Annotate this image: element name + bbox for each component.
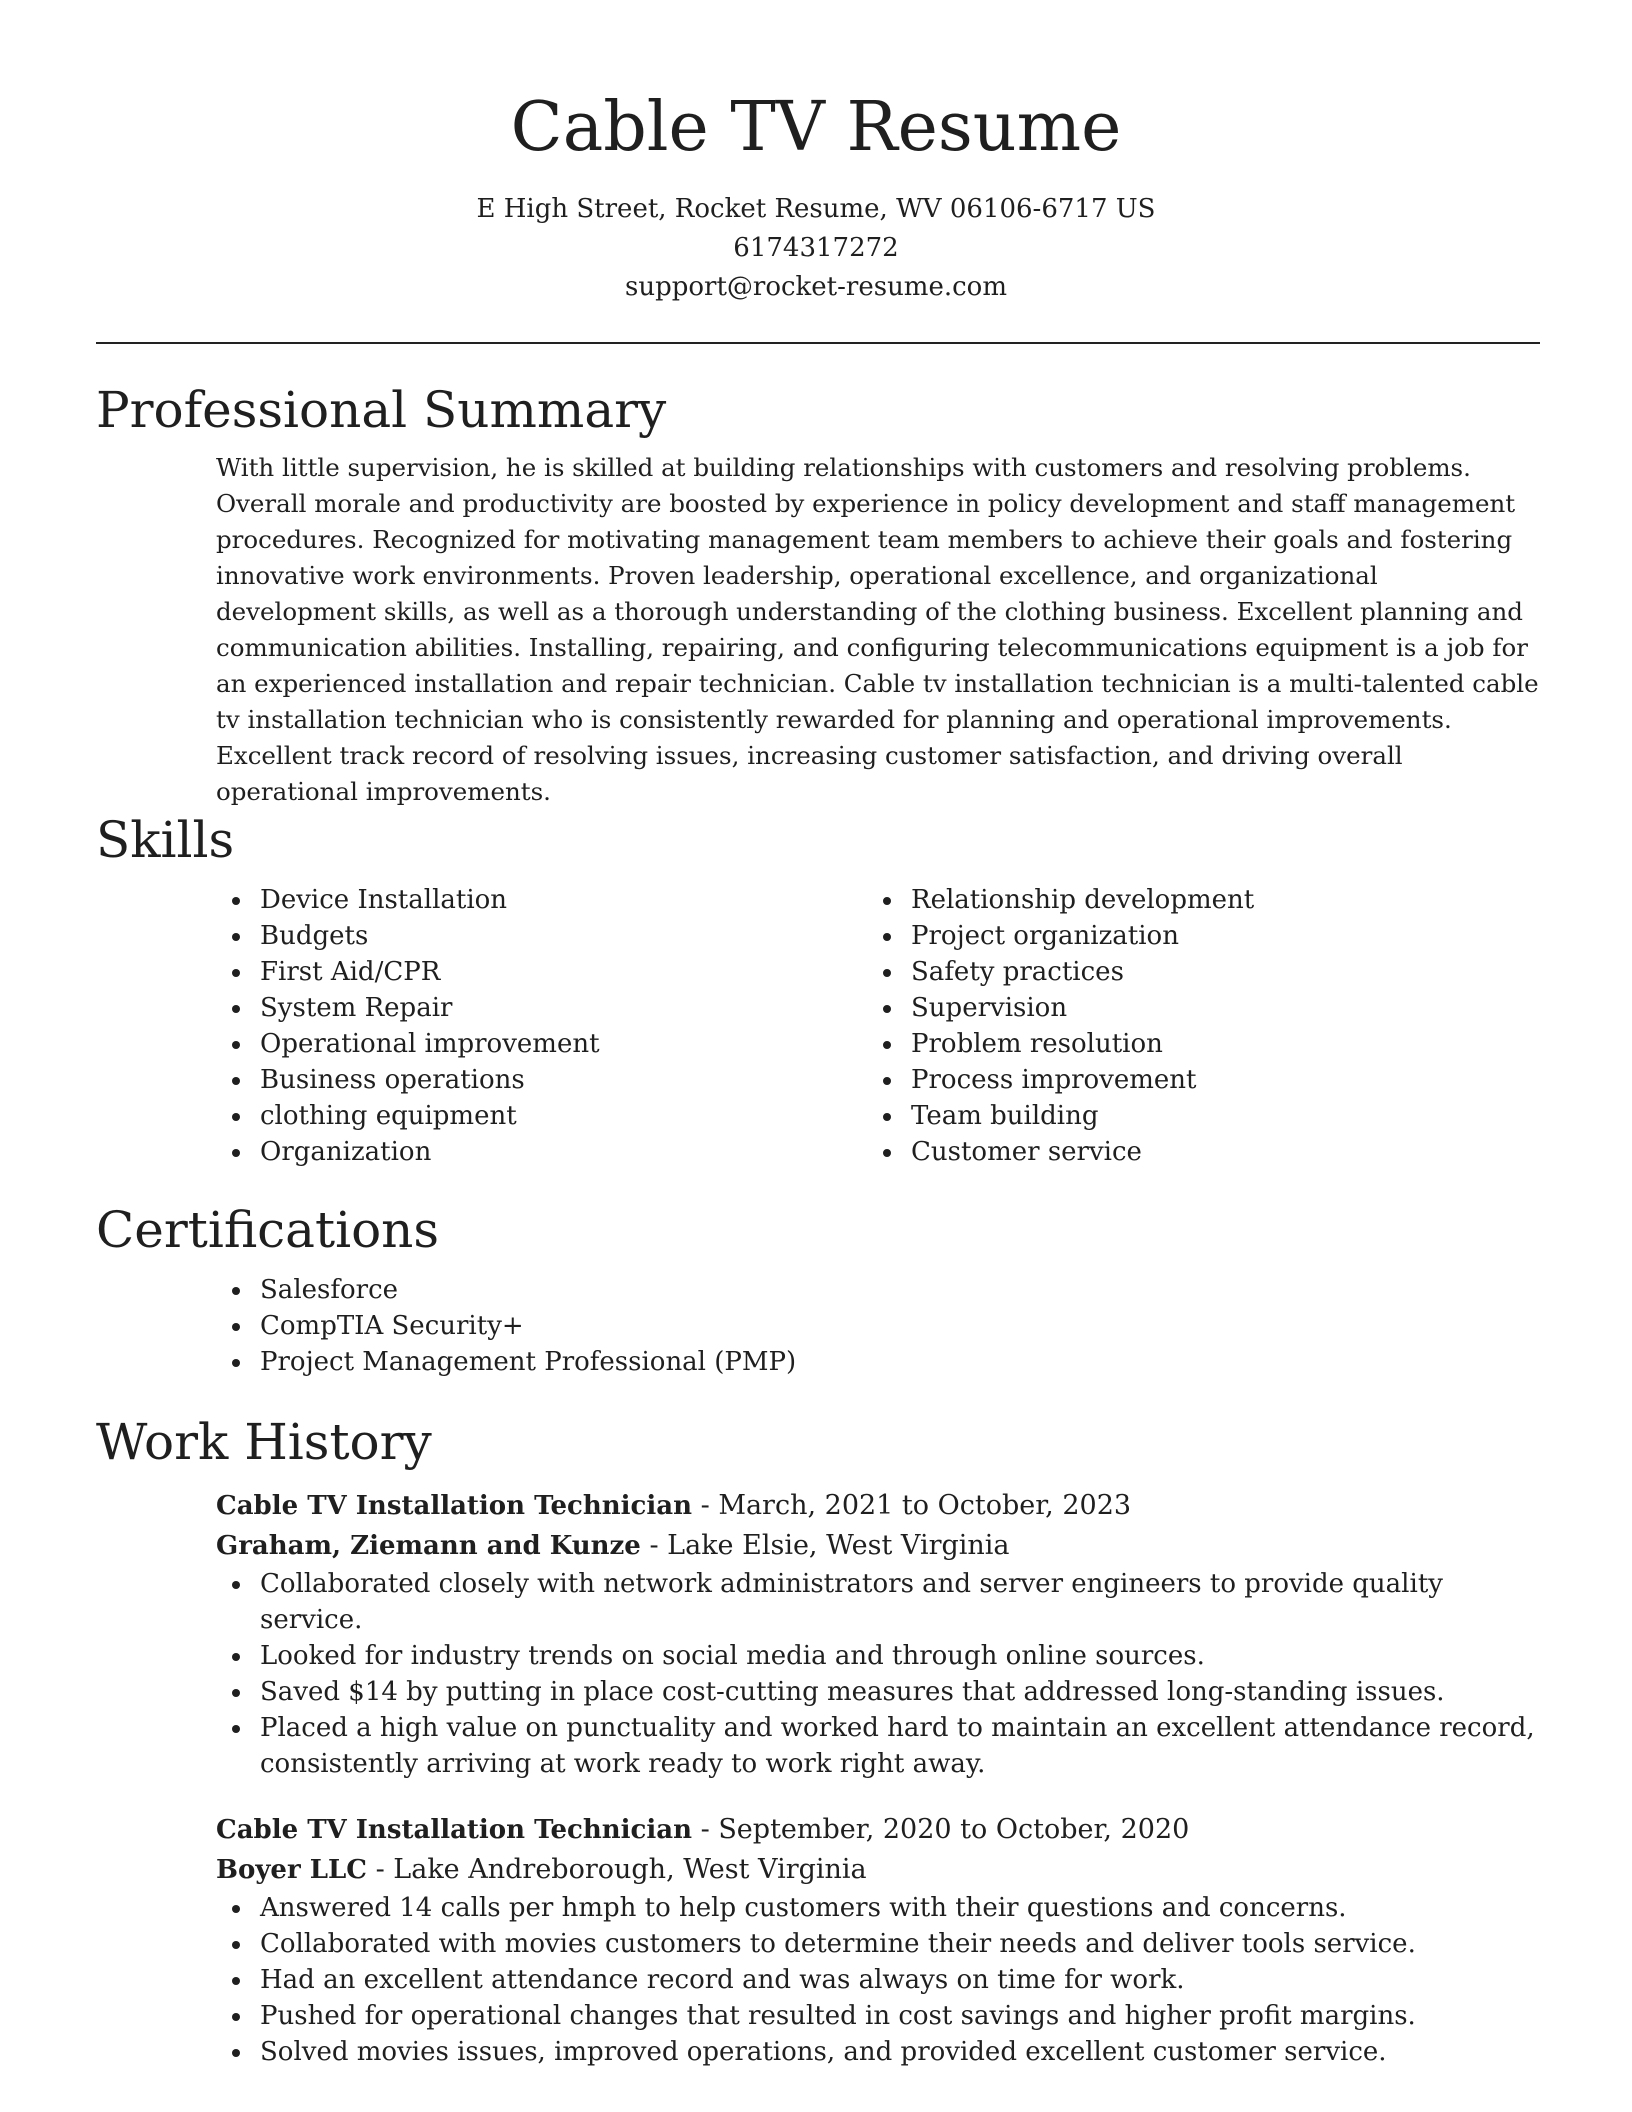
skills-section xyxy=(96,808,1540,1170)
list-item: clothing equipment xyxy=(216,1098,867,1134)
work-history-heading: Work History xyxy=(96,1413,432,1471)
skills-grid xyxy=(216,882,1540,1170)
header-divider xyxy=(96,342,1540,344)
list-item: Collaborated closely with network administrators and server engineers to provide quality service. xyxy=(216,1566,1540,1638)
list-item: Business operations xyxy=(216,1062,867,1098)
job-separator: - xyxy=(700,1814,719,1845)
summary-heading: Professional Summary xyxy=(96,381,667,439)
certifications-list xyxy=(216,1272,1540,1380)
certifications-section xyxy=(96,1198,1540,1380)
contact-email: support@rocket-resume.com xyxy=(624,272,1007,302)
list-item: Looked for industry trends on social media and through online sources. xyxy=(216,1638,1540,1674)
list-item: Customer service xyxy=(867,1134,1518,1170)
list-item: Budgets xyxy=(216,918,867,954)
certifications-heading: Certifications xyxy=(96,1201,440,1259)
skills-column-left xyxy=(216,882,867,1170)
job-dates: September, 2020 to October, 2020 xyxy=(718,1814,1190,1845)
list-item: Collaborated with movies customers to determine their needs and deliver tools service. xyxy=(216,1926,1540,1962)
job-separator: - xyxy=(649,1530,668,1561)
work-history-body xyxy=(216,1486,1540,2070)
resume-name: Cable TV Resume xyxy=(510,88,1122,167)
work-history-section xyxy=(96,1410,1540,2070)
list-item: Team building xyxy=(867,1098,1518,1134)
list-item: Organization xyxy=(216,1134,867,1170)
list-item: First Aid/CPR xyxy=(216,954,867,990)
list-item: Supervision xyxy=(867,990,1518,1026)
list-item: Project Management Professional (PMP) xyxy=(216,1344,1540,1380)
skills-list-right xyxy=(867,882,1518,1170)
job-title: Cable TV Installation Technician xyxy=(216,1815,692,1845)
list-item: Device Installation xyxy=(216,882,867,918)
list-item: Process improvement xyxy=(867,1062,1518,1098)
job-location: Lake Andreborough, West Virginia xyxy=(393,1854,867,1885)
job-dates: March, 2021 to October, 2023 xyxy=(718,1490,1132,1521)
list-item: Saved $14 by putting in place cost-cutting measures that addressed long-standing issues. xyxy=(216,1674,1540,1710)
job-bullets xyxy=(216,1890,1540,2070)
list-item: Problem resolution xyxy=(867,1026,1518,1062)
list-item: Project organization xyxy=(867,918,1518,954)
skills-list-left xyxy=(216,882,867,1170)
list-item: Answered 14 calls per hmph to help customers with their questions and concerns. xyxy=(216,1890,1540,1926)
contact-phone: 6174317272 xyxy=(733,233,899,263)
contact-address: E High Street, Rocket Resume, WV 06106-6717 US xyxy=(476,194,1156,224)
summary-section xyxy=(96,378,1540,810)
job-title-line xyxy=(216,1810,1540,1850)
skills-heading: Skills xyxy=(96,811,235,869)
list-item: System Repair xyxy=(216,990,867,1026)
skills-column-right xyxy=(867,882,1518,1170)
list-item: Relationship development xyxy=(867,882,1518,918)
list-item: Safety practices xyxy=(867,954,1518,990)
job-separator: - xyxy=(375,1854,394,1885)
job-title-line xyxy=(216,1486,1540,1526)
list-item: Placed a high value on punctuality and worked hard to maintain an excellent attendance record, consistently arriving at work ready to work right away. xyxy=(216,1710,1540,1782)
certifications-body xyxy=(216,1272,1540,1380)
resume-header xyxy=(0,0,1632,307)
list-item: Solved movies issues, improved operations, and provided excellent customer service. xyxy=(216,2034,1540,2070)
job-separator: - xyxy=(700,1490,719,1521)
summary-text: With little supervision, he is skilled at building relationships with customers and resolving problems. Overall morale and productivity are boosted by experience in policy development and staff management procedures. Recognized for motivating management team members to achieve their goals and fostering innovative work environments. Proven leadership, operational excellence, and organizational development skills, as well as a thorough understanding of the clothing business. Excellent planning and communication abilities. Installing, repairing, and configuring telecommunications equipment is a job for an experienced installation and repair technician. Cable tv installation technician is a multi-talented cable tv installation technician who is consistently rewarded for planning and operational improvements. Excellent track record of resolving issues, increasing customer satisfaction, and driving overall operational improvements. xyxy=(216,453,1539,806)
job-title: Cable TV Installation Technician xyxy=(216,1491,692,1521)
job-company-line xyxy=(216,1526,1540,1566)
job-location: Lake Elsie, West Virginia xyxy=(667,1530,1010,1561)
list-item: Salesforce xyxy=(216,1272,1540,1308)
list-item: CompTIA Security+ xyxy=(216,1308,1540,1344)
job-company: Graham, Ziemann and Kunze xyxy=(216,1531,641,1561)
list-item: Pushed for operational changes that resulted in cost savings and higher profit margins. xyxy=(216,1998,1540,2034)
job-company: Boyer LLC xyxy=(216,1855,367,1885)
list-item: Had an excellent attendance record and was always on time for work. xyxy=(216,1962,1540,1998)
job-entry xyxy=(216,1486,1540,1782)
job-company-line xyxy=(216,1850,1540,1890)
list-item: Operational improvement xyxy=(216,1026,867,1062)
job-entry xyxy=(216,1810,1540,2070)
contact-block xyxy=(0,190,1632,307)
job-bullets xyxy=(216,1566,1540,1782)
summary-body xyxy=(216,450,1540,810)
